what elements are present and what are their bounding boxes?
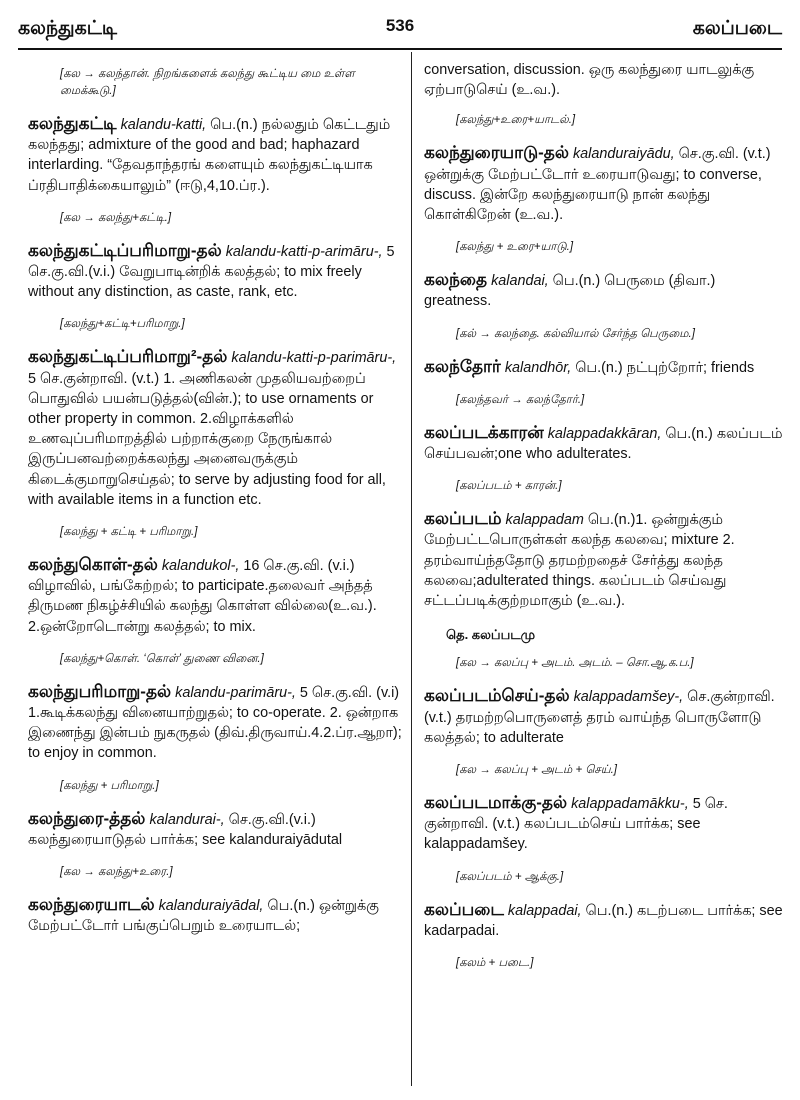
etymology-note: [கலப்படம் + காரன்.] bbox=[456, 480, 562, 493]
etymology-note: [கலந்து+கட்டி+பரிமாறு.] bbox=[60, 318, 185, 331]
left-column bbox=[28, 60, 403, 950]
transliteration: kalandurai-, bbox=[149, 811, 225, 828]
headword: கலந்துகட்டிப்பரிமாறு²-தல் bbox=[28, 347, 228, 367]
etymology-note: [கலந்து + உரை+யாடு.] bbox=[456, 241, 574, 254]
headword: கலப்படம் bbox=[424, 509, 502, 529]
etymology-note: [கல → கலந்து+கட்டி.] bbox=[60, 211, 172, 224]
dictionary-entry bbox=[28, 347, 403, 510]
running-head-right: கலப்படை bbox=[692, 18, 782, 39]
dictionary-entry bbox=[28, 241, 403, 303]
headword: கலந்துரை-த்தல் bbox=[28, 808, 146, 828]
column-divider bbox=[411, 52, 412, 1086]
dictionary-entry bbox=[28, 809, 403, 850]
transliteration: kalanduraiyādal, bbox=[158, 898, 264, 915]
transliteration: kalappadam bbox=[505, 512, 584, 529]
headword: கலப்படை bbox=[424, 899, 504, 919]
continued-definition: conversation, discussion. ஒரு கலந்துரை யாடலுக்கு ஏற்பாடுசெய் (உ.வ.). bbox=[424, 62, 755, 99]
headword: கலந்தை bbox=[424, 270, 488, 290]
transliteration: kalandu-katti-p-parimāru-, bbox=[231, 350, 397, 367]
dictionary-entry bbox=[424, 270, 784, 311]
etymology-note: [கல → கலப்பு + அடம். அடம். – சொ.ஆ.க.ப.] bbox=[456, 657, 694, 670]
running-head-left: கலந்துகட்டி bbox=[18, 18, 117, 39]
dictionary-entry bbox=[28, 114, 403, 196]
definition: பெ.(n.) ஒன்றுக்கு மேற்பட்டோர் பங்குப்பெறும் உரையாடல்; bbox=[28, 898, 379, 935]
definition: 5 செ.கு.வி. (v.i) 1.கூடிக்கலந்து வினையாற்றுதல்; to co-operate. 2. ஒன்றாக இணைந்து இன்பம் நுகருதல் (திவ்.திருவாய்.4.2.ப்ர.ஆறா); to enjoy in common. bbox=[28, 684, 402, 762]
transliteration: kalandukol-, bbox=[161, 558, 240, 575]
transliteration: kalappadamākku-, bbox=[571, 796, 689, 813]
dictionary-entry bbox=[424, 900, 784, 941]
etymology-note: [கலந்தவர் → கலந்தோர்.] bbox=[456, 393, 585, 406]
etymology-note: [கல → கலந்து+உரை.] bbox=[60, 866, 173, 879]
transliteration: kalandhōr, bbox=[504, 359, 572, 376]
etymology-note: [கல் → கலந்தை. கல்வியால் சேர்ந்த பெருமை.] bbox=[456, 327, 695, 340]
dictionary-entry bbox=[424, 686, 784, 748]
definition: 5 செ. குன்றாவி. (v.t.) கலப்படம்செய் பார்க்க; see kalappadamšey. bbox=[424, 796, 728, 853]
page-number: 536 bbox=[385, 16, 415, 35]
transliteration: kalandu-parimāru-, bbox=[175, 684, 296, 701]
definition: பெ.(n.)1. ஒன்றுக்கும் மேற்பட்டபொருள்கள் கலந்த கலவை; mixture 2. தரம்வாய்ந்ததோடு தரமற்றதைச் சேர்த்து கலந்த கலவை;adulterated things. கலப்படம் செய்வது சட்டப்படிக்குற்றமாகும் (உ.வ.). bbox=[424, 512, 735, 610]
headword: கலந்துகட்டி bbox=[28, 114, 117, 133]
headword: கலப்படமாக்கு-தல் bbox=[424, 793, 568, 813]
dictionary-entry bbox=[424, 357, 784, 378]
headword: கலப்படம்செய்-தல் bbox=[424, 686, 570, 706]
etymology-note: [கலந்து + கட்டி + பரிமாறு.] bbox=[60, 526, 198, 539]
headword: கலந்துகட்டிப்பரிமாறு-தல் bbox=[28, 240, 222, 260]
page-header bbox=[18, 14, 782, 44]
definition: 16 செ.கு.வி. (v.i.) விழாவில், பங்கேற்றல்; to participate.தலைவர் அந்தத் திருமண நிகழ்ச்சியில் கலந்து கொள்ள வில்லை(உ.வ.). 2.ஒன்றோடொன்று கலத்தல்; to mix. bbox=[28, 558, 377, 635]
definition: செ.கு.வி. (v.t.) ஒன்றுக்கு மேற்பட்டோர் உரையாடுவது; to converse, discuss. இன்றே கலந்துரையாடு நான் கலந்து கொள்கிறேன் (உ.வ.). bbox=[424, 146, 771, 224]
right-column bbox=[424, 60, 784, 986]
definition: செ.கு.வி.(v.i.) கலந்துரையாடுதல் பார்க்க; see kalanduraiyādutal bbox=[28, 811, 343, 848]
header-rule bbox=[18, 48, 782, 50]
dictionary-entry bbox=[424, 423, 784, 464]
transliteration: kalappadakkāran, bbox=[547, 425, 662, 442]
definition: பெ.(n.) கலப்படம் செய்பவன்;one who adulterates. bbox=[424, 425, 783, 463]
dictionary-entry bbox=[28, 682, 403, 764]
etymology-note: [கலந்து+கொள். ‘கொள்’ துணை வினை.] bbox=[60, 652, 264, 665]
dictionary-entry bbox=[424, 509, 784, 611]
headword: கலந்தோர் bbox=[424, 356, 501, 376]
definition: பெ.(n.) நல்லதும் கெட்டதும் கலந்தது; admixture of the good and bad; haphazard interlarding. “தேவதாந்தரங் களையும் கலந்துகட்டியாக ப்ரதிபாதிக்கையாலும்” (ஈடு,4,10.ப்ர.). bbox=[28, 117, 391, 194]
dictionary-entry bbox=[424, 143, 784, 225]
etymology-note: [கலந்து + பரிமாறு.] bbox=[60, 779, 159, 792]
etymology-note: [கல → கலந்தான். நிறங்களைக் கலந்து கூட்டிய மை உள்ள மைக்கூடு.] bbox=[60, 68, 355, 97]
transliteration: kalandu-katti, bbox=[120, 117, 207, 133]
dictionary-entry bbox=[424, 793, 784, 855]
definition: பெ.(n.) கடற்படை பார்க்க; see kadarpadai. bbox=[424, 902, 783, 939]
transliteration: kalandai, bbox=[491, 273, 549, 290]
dictionary-entry bbox=[28, 895, 403, 936]
transliteration: kalappadai, bbox=[507, 902, 582, 919]
transliteration: kalappadamšey-, bbox=[573, 689, 684, 706]
headword: கலந்துகொள்-தல் bbox=[28, 555, 158, 575]
headword: கலந்துரையாடு-தல் bbox=[424, 143, 569, 163]
etymology-note: [கலப்படம் + ஆக்கு.] bbox=[456, 870, 564, 883]
transliteration: kalandu-katti-p-arimāru-, bbox=[225, 243, 383, 260]
etymology-note: [கலம் + படை.] bbox=[456, 957, 534, 970]
definition: பெ.(n.) பெருமை (திவா.) greatness. bbox=[424, 273, 716, 310]
transliteration: kalanduraiyādu, bbox=[572, 146, 675, 163]
headword: கலப்படக்காரன் bbox=[424, 422, 544, 442]
headword: கலந்துரையாடல் bbox=[28, 895, 155, 915]
definition: 5 செ.கு.வி.(v.i.) வேறுபாடின்றிக் கலத்தல்; to mix freely without any distinction, as caste, rank, etc. bbox=[28, 243, 395, 301]
cognate-note: தெ. கலப்படமு bbox=[446, 627, 536, 643]
headword: கலந்துபரிமாறு-தல் bbox=[28, 681, 172, 701]
definition: செ.குன்றாவி. (v.t.) தரமற்றபொருளைத் தரம் வாய்ந்த பொருளோடு கலத்தல்; to adulterate bbox=[424, 689, 775, 746]
dictionary-entry bbox=[28, 555, 403, 637]
etymology-note: [கலந்து+உரை+யாடல்.] bbox=[456, 114, 576, 127]
etymology-note: [கல → கலப்பு + அடம் + செய்.] bbox=[456, 764, 617, 777]
definition: பெ.(n.) நட்புற்றோர்; friends bbox=[575, 359, 755, 376]
definition: 5 செ.குன்றாவி. (v.t.) 1. அணிகலன் முதலியவற்றைப் பொதுவில் பயன்படுத்தல்(வின்.); to use ornaments or other property in common. 2.விழாக்களில் உணவுப்பரிமாறத்தில் பற்றாக்குறை நேருங்கால் இருப்பனவற்றைக்கலந்து அனைவருக்கும் கிடைக்குமாறுசெய்தல்; to serve by adjusting food for all, with available items in a function etc. bbox=[28, 370, 386, 508]
